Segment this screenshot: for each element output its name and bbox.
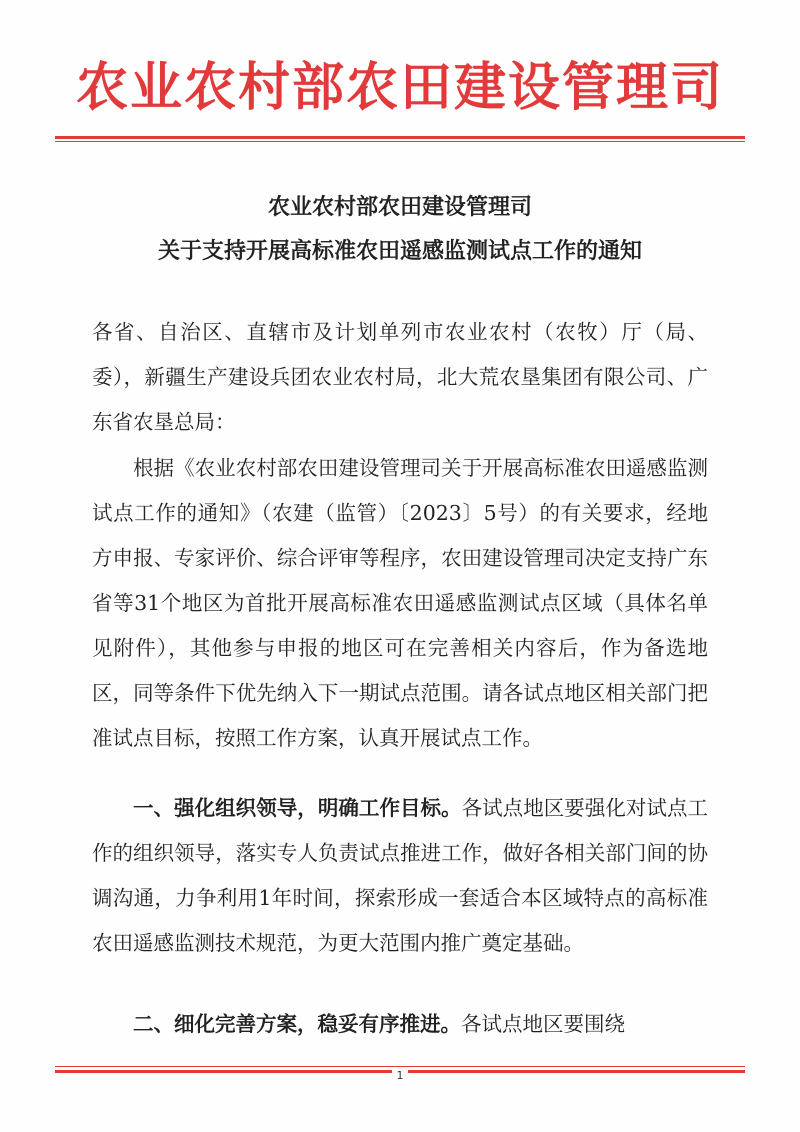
- body-paragraph-1: [92, 446, 708, 761]
- paragraph-1-text: 根据《农业农村部农田建设管理司关于开展高标准农田遥感监测试点工作的通知》（农建（监管）〔2023〕5号）的有关要求，经地方申报、专家评价、综合评审等程序，农田建设管理司决定支持广东省等31个地区为首批开展高标准农田遥感监测试点区域（具体名单见附件），其他参与申报的地区可在完善相关内容后，作为备选地区，同等条件下优先纳入下一期试点范围。请各试点地区相关部门把准试点目标，按照工作方案，认真开展试点工作。: [92, 456, 708, 750]
- document-title-line-2: 关于支持开展高标准农田遥感监测试点工作的通知: [157, 239, 642, 264]
- document-title-line-1: 农业农村部农田建设管理司: [267, 195, 532, 220]
- body-paragraph-2: [92, 786, 708, 966]
- body-paragraph-3: [92, 1002, 708, 1047]
- section-heading-1: 一、强化组织领导，明确工作目标。: [133, 796, 462, 820]
- letterhead-title: 农业农村部农田建设管理司: [75, 57, 724, 118]
- footer-rule-thin: [55, 1066, 745, 1067]
- page-number: 1: [392, 1070, 408, 1082]
- addressee-paragraph: 各省、自治区、直辖市及计划单列市农业农村（农牧）厅（局、委），新疆生产建设兵团农业农村局，北大荒农垦集团有限公司、广东省农垦总局：: [92, 320, 708, 434]
- letterhead-rule-thin: [55, 141, 745, 142]
- letterhead-rule-thick: [55, 136, 745, 139]
- section-heading-2: 二、细化完善方案，稳妥有序推进。: [133, 1012, 461, 1036]
- paragraph-3-text: 各试点地区要围绕: [461, 1012, 625, 1036]
- paragraph-2-text: 各试点地区要强化对试点工作的组织领导，落实专人负责试点推进工作，做好各相关部门间的协调沟通，力争利用1年时间，探索形成一套适合本区域特点的高标准农田遥感监测技术规范，为更大范围内推广奠定基础。: [92, 796, 709, 955]
